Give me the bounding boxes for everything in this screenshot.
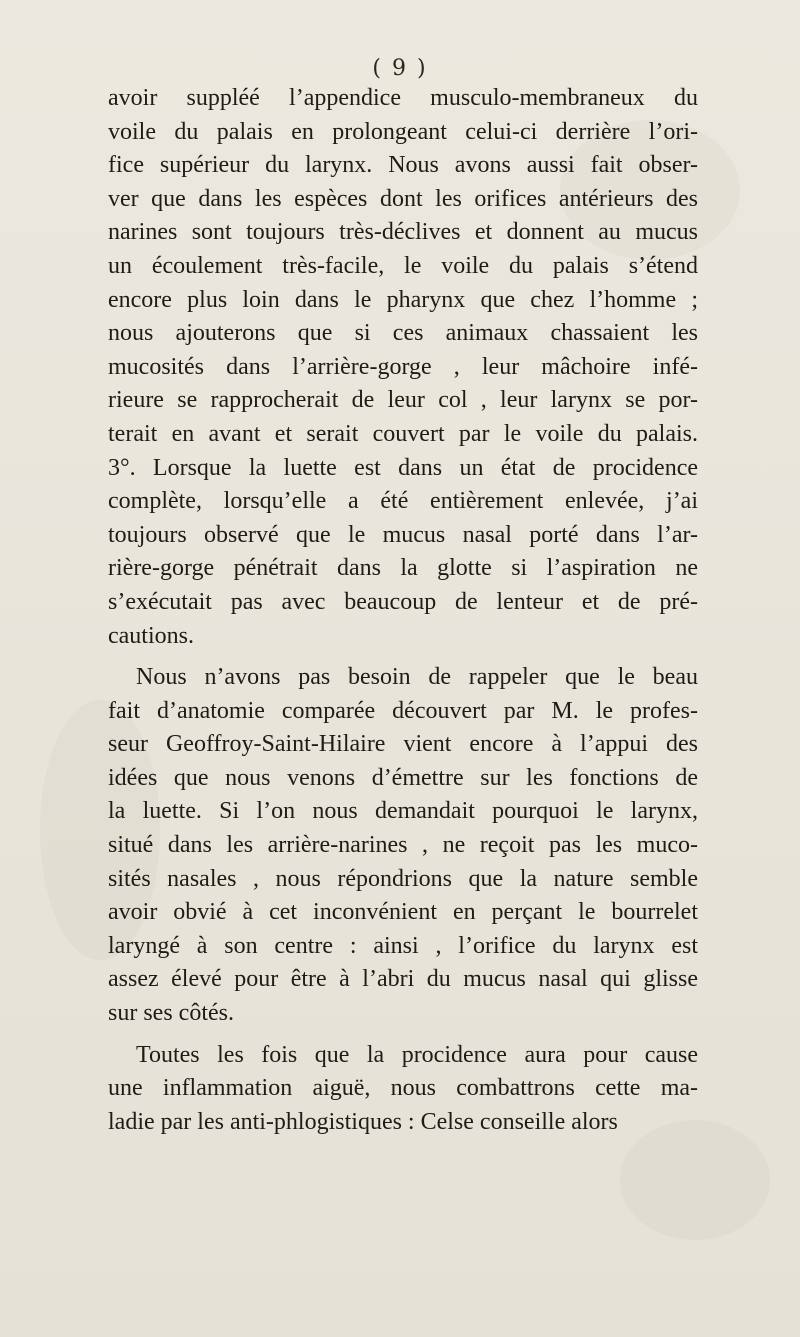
text-line: une inflammation aiguë, nous combattrons cette ma- (108, 1075, 698, 1102)
paragraph-gap (108, 653, 698, 661)
page-number: ( 9 ) (372, 56, 428, 81)
text-line: rieure se rapprocherait de leur col , leur larynx se por- (108, 387, 698, 414)
text-line: rière-gorge pénétrait dans la glotte si l’aspiration ne (108, 555, 698, 582)
paragraph (108, 82, 698, 653)
text-line: Toutes les fois que la procidence aura pour cause (136, 1041, 698, 1068)
text-line: s’exécutait pas avec beaucoup de lenteur et de pré- (108, 588, 698, 615)
text-line: nous ajouterons que si ces animaux chassaient les (108, 320, 698, 347)
text-line: Nous n’avons pas besoin de rappeler que le beau (136, 664, 698, 691)
text-line: encore plus loin dans le pharynx que chez l’homme ; (108, 286, 698, 313)
text-line: fice supérieur du larynx. Nous avons aussi fait obser- (108, 152, 698, 179)
text-line: situé dans les arrière-narines , ne reçoit pas les muco- (108, 832, 698, 859)
text-line: sités nasales , nous répondrions que la nature semble (108, 865, 698, 892)
text-line: narines sont toujours très-déclives et donnent au mucus (108, 219, 698, 246)
text-line: sur ses côtés. (108, 1000, 234, 1027)
text-line: un écoulement très-facile, le voile du palais s’étend (108, 252, 698, 279)
text-line: assez élevé pour être à l’abri du mucus nasal qui glisse (108, 966, 698, 993)
text-line: toujours observé que le mucus nasal porté dans l’ar- (108, 521, 698, 548)
paragraph-gap (108, 1031, 698, 1039)
text-line: voile du palais en prolongeant celui-ci derrière l’ori- (108, 118, 698, 145)
text-line: 3°. Lorsque la luette est dans un état de procidence (108, 454, 698, 481)
paragraph (108, 1039, 698, 1140)
text-line: la luette. Si l’on nous demandait pourquoi le larynx, (108, 798, 698, 825)
body-text (108, 82, 698, 1139)
text-line: mucosités dans l’arrière-gorge , leur mâchoire infé- (108, 353, 698, 380)
text-line: complète, lorsqu’elle a été entièrement enlevée, j’ai (108, 488, 698, 515)
text-line: terait en avant et serait couvert par le voile du palais. (108, 420, 698, 447)
paragraph (108, 661, 698, 1031)
text-line: seur Geoffroy-Saint-Hilaire vient encore à l’appui des (108, 731, 698, 758)
text-line: idées que nous venons d’émettre sur les fonctions de (108, 764, 698, 791)
text-line: fait d’anatomie comparée découvert par M. le profes- (108, 697, 698, 724)
text-line: avoir suppléé l’appendice musculo-membraneux du (108, 85, 698, 111)
text-line: cautions. (108, 622, 194, 649)
text-line: ver que dans les espèces dont les orifices antérieurs des (108, 185, 698, 212)
text-line: avoir obvié à cet inconvénient en perçant le bourrelet (108, 899, 698, 926)
text-line: laryngé à son centre : ainsi , l’orifice du larynx est (108, 932, 698, 959)
text-line: ladie par les anti-phlogistiques : Celse conseille alors (108, 1108, 618, 1135)
